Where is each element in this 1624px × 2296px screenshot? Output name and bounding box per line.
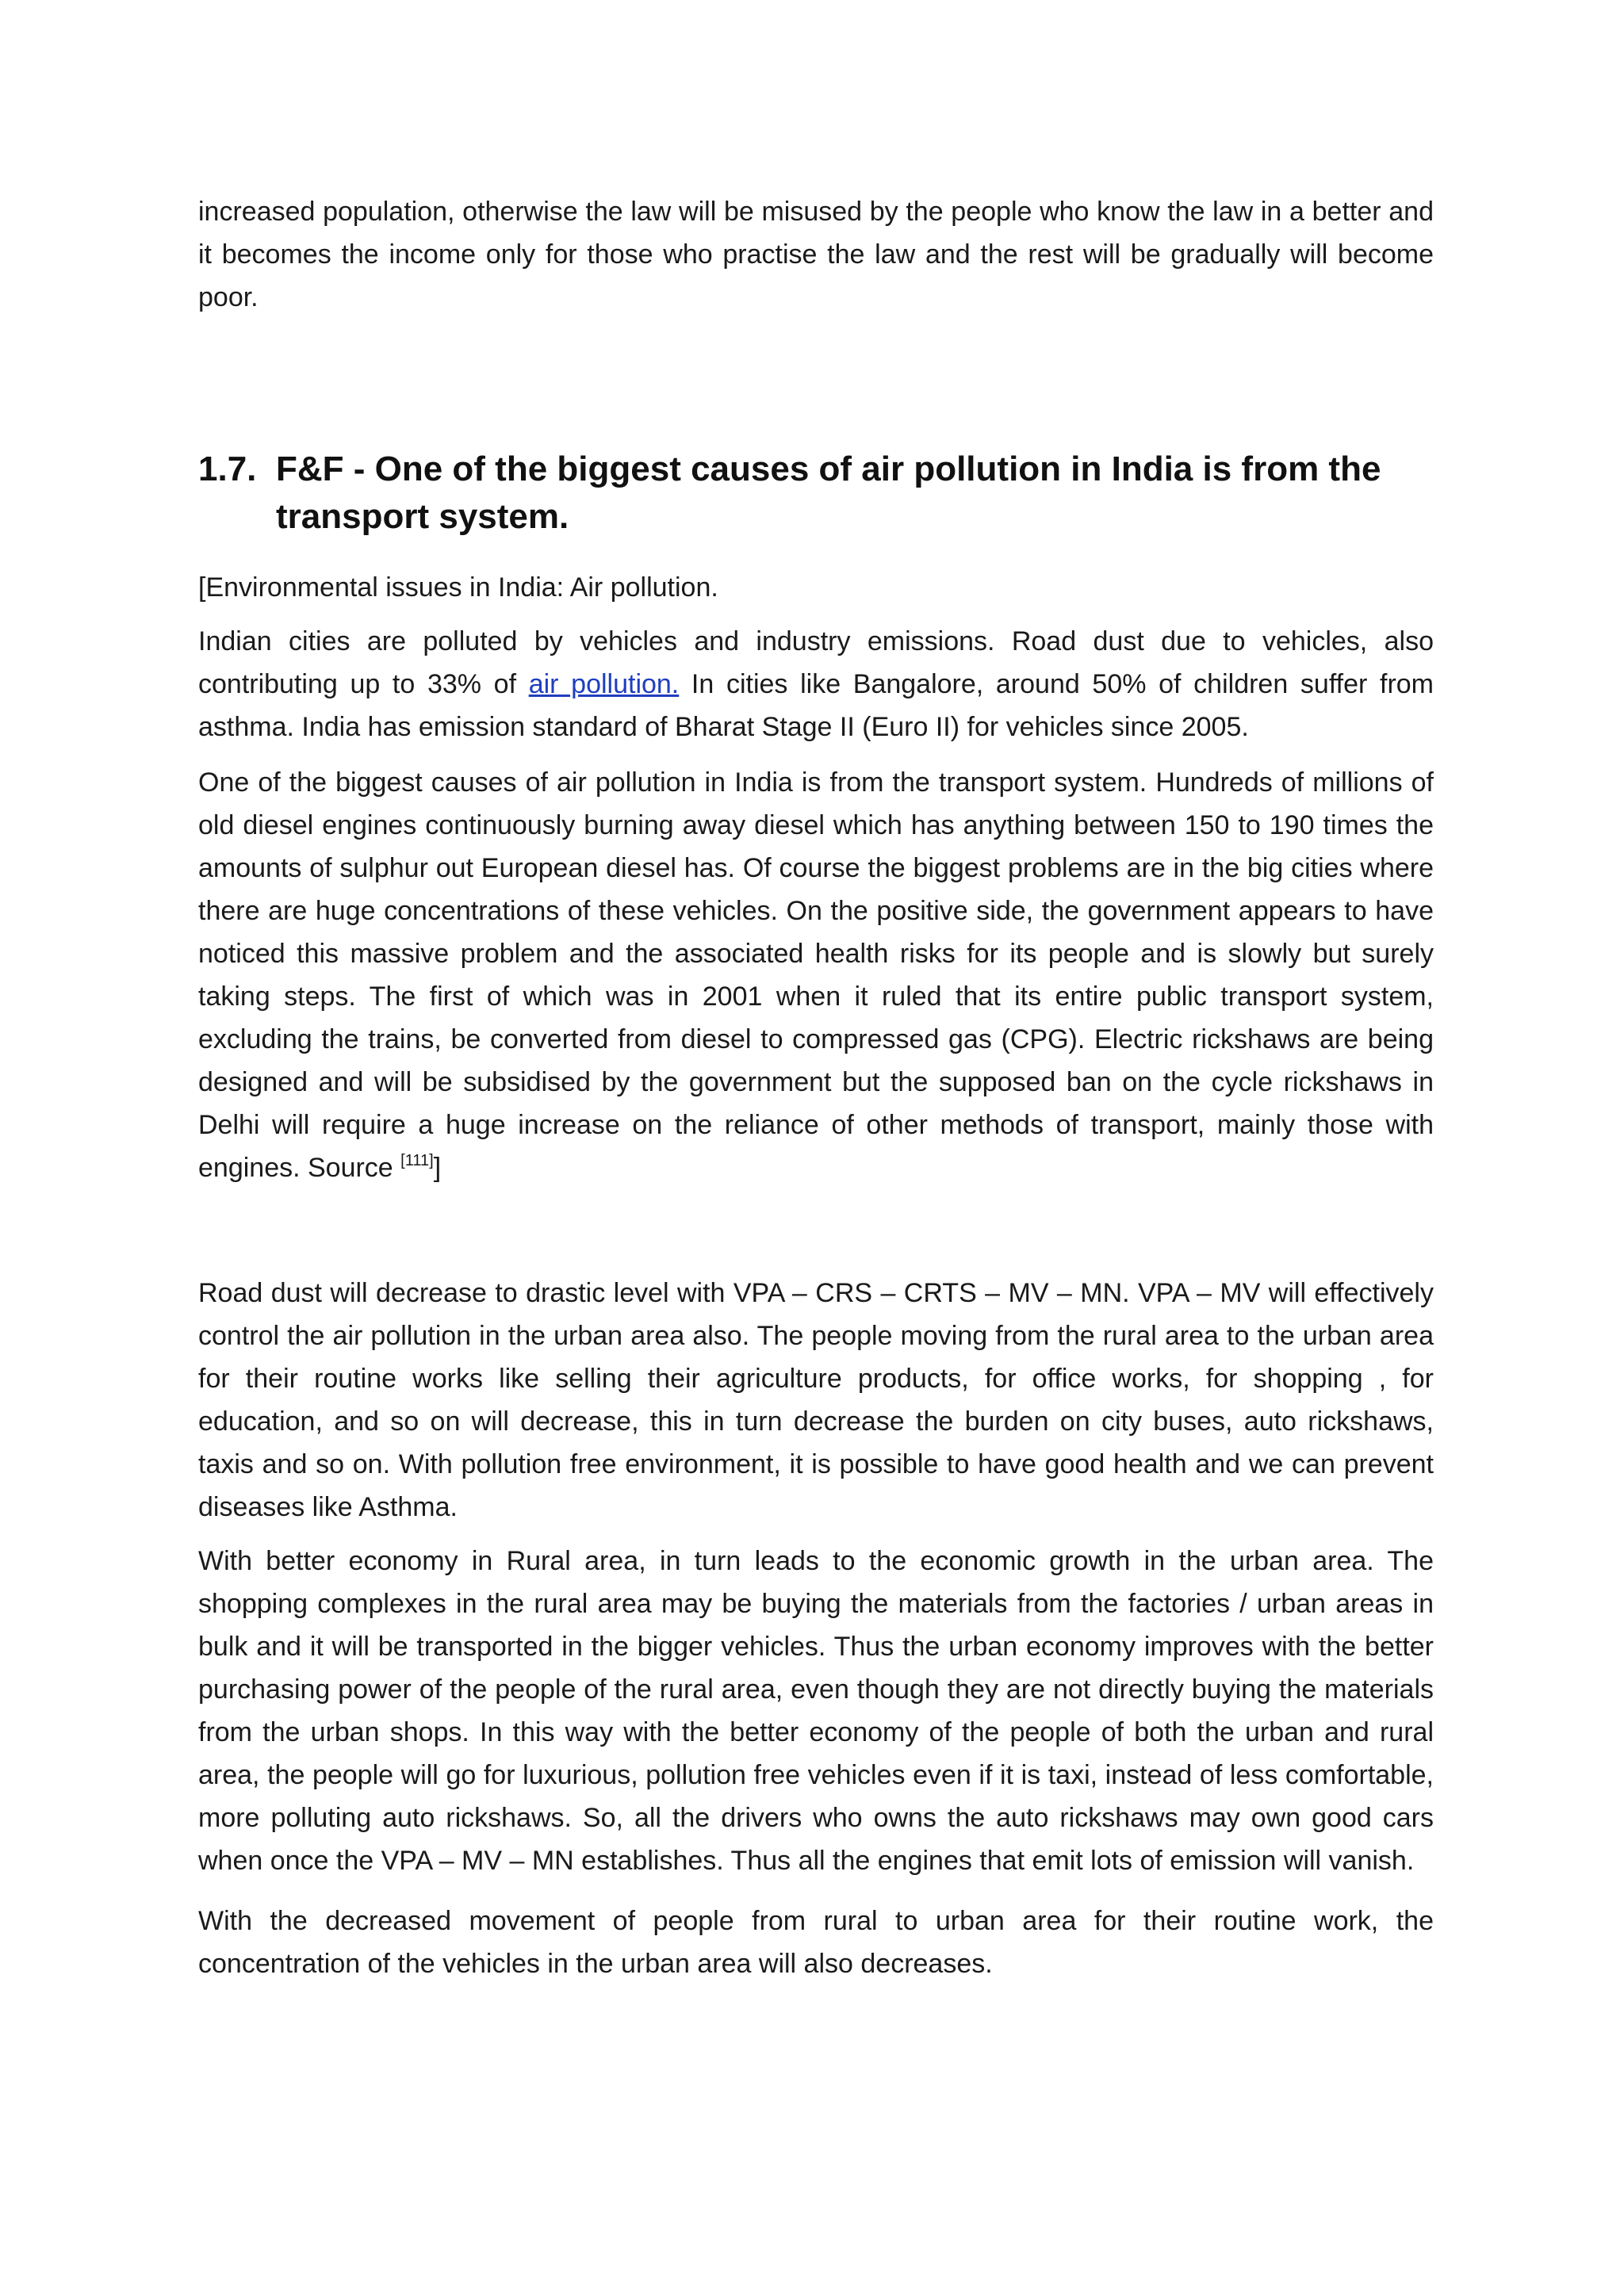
body-paragraph-rural-economy [198,1540,1434,1882]
body-paragraph-road-dust [198,1272,1434,1529]
section-number: 1.7. [198,450,257,488]
quote-lead [198,566,1434,609]
quote-lead-text: [Environmental issues in India: Air pollution. [198,572,718,603]
quote-p3-close: ] [433,1153,442,1183]
quote-p2-after: In cities like Bangalore, around 50% of children suffer from asthma. India has emission standard of Bharat Stage II (Euro II) for vehicles since 2005. [198,669,1434,742]
quote-paragraph-air-pollution [198,620,1434,748]
quote-p3-text: One of the biggest causes of air pollution in India is from the transport system. Hundreds of millions of old diesel engines continuously burning away diesel which has anything between 150 to 190 times the amounts of sulphur out European diesel has. Of course the biggest problems are in the big cities where there are huge concentrations of these vehicles. On the positive side, the government appears to have noticed this massive problem and the associated health risks for its people and is slowly but surely taking steps. The first of which was in 2001 when it ruled that its entire public transport system, excluding the trains, be converted from diesel to compressed gas (CPG). Electric rickshaws are being designed and will be subsidised by the government but the supposed ban on the cycle rickshaws in Delhi will require a huge increase on the reliance of other methods of transport, mainly those with engines. Source [198,767,1434,1183]
body-p2-text: With better economy in Rural area, in turn leads to the economic growth in the urban area. The shopping complexes in the rural area may be buying the materials from the factories / urban areas in bulk and it will be transported in the bigger vehicles. Thus the urban economy improves with the better purchasing power of the people of the rural area, even though they are not directly buying the materials from the urban shops. In this way with the better economy of the people of both the urban and rural area, the people will go for luxurious, pollution free vehicles even if it is taxi, instead of less comfortable, more polluting auto rickshaws. So, all the drivers who owns the auto rickshaws may own good cars when once the VPA – MV – MN establishes. Thus all the engines that emit lots of emission will vanish. [198,1546,1434,1876]
document-page [198,190,1434,1985]
quote-p2-before: Indian cities are polluted by vehicles and industry emissions. Road dust due to vehicles, also contributing up to 33% of [198,626,1434,699]
quote-paragraph-transport [198,761,1434,1189]
body-p3-text: With the decreased movement of people from rural to urban area for their routine work, the concentration of the vehicles in the urban area will also decreases. [198,1906,1434,1979]
section-title: F&F - One of the biggest causes of air pollution in India is from the transport system. [276,450,1381,536]
body-paragraph-vehicle-concentration [198,1900,1434,1985]
air-pollution-link[interactable]: air pollution. [528,669,680,699]
source-reference[interactable]: [111] [400,1152,434,1169]
body-p1-text: Road dust will decrease to drastic level with VPA – CRS – CRTS – MV – MN. VPA – MV will effectively control the air pollution in the urban area also. The people moving from the rural area to the urban area for their routine works like selling their agriculture products, for office works, for shopping , for education, and so on will decrease, this in turn decrease the burden on city buses, auto rickshaws, taxis and so on. With pollution free environment, it is possible to have good health and we can prevent diseases like Asthma. [198,1278,1434,1522]
intro-paragraph [198,190,1434,319]
intro-text: increased population, otherwise the law will be misused by the people who know the law in a better and it becomes the income only for those who practise the law and the rest will be gradually will become poor. [198,197,1434,312]
section-heading [198,446,1434,541]
